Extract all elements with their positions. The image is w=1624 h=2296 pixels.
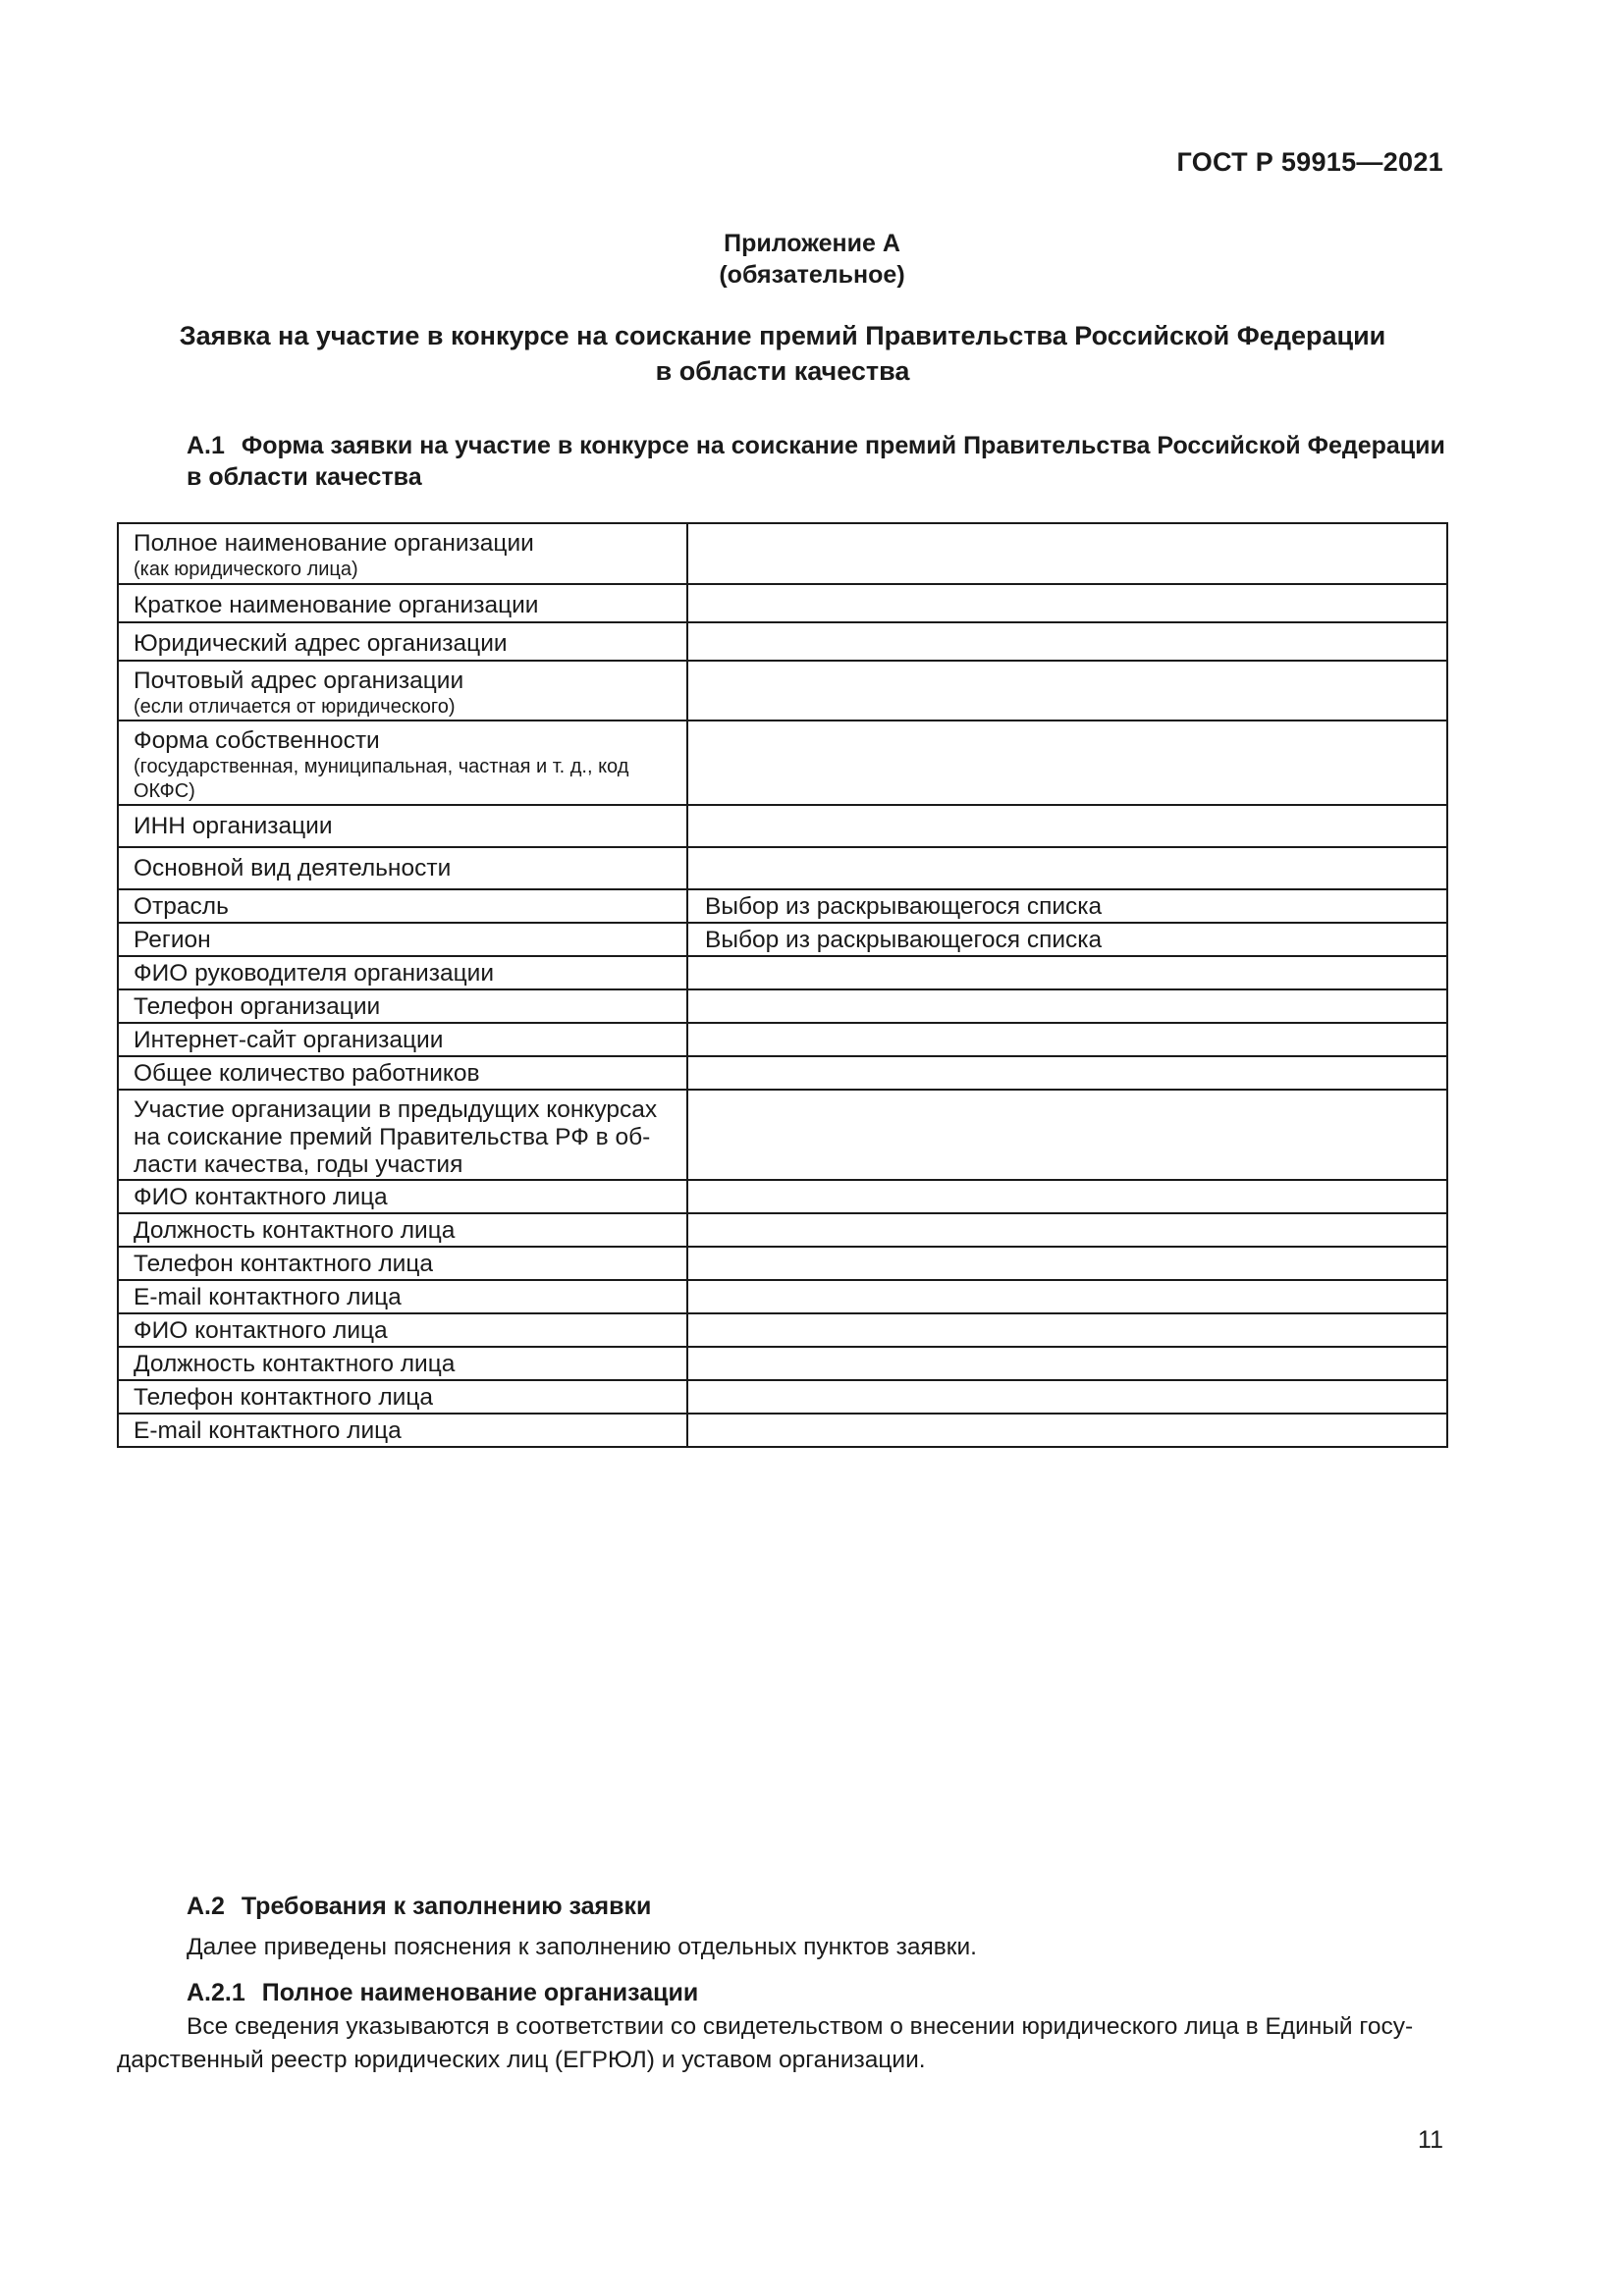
form-row-value-field[interactable] bbox=[687, 1313, 1447, 1347]
form-row-label-cell bbox=[118, 1347, 687, 1380]
form-row-label-cell bbox=[118, 721, 687, 805]
annex-heading bbox=[0, 228, 1624, 291]
form-row-note: (как юридического лица) bbox=[134, 559, 358, 580]
form-row bbox=[118, 889, 1447, 923]
annex-status: (обязательное) bbox=[719, 261, 905, 289]
section-a21-paragraph bbox=[117, 2010, 1448, 2077]
form-row-label: Краткое наименование организации bbox=[134, 592, 539, 618]
section-a2-paragraph: Далее приведены пояснения к заполнению отдельных пунктов заявки. bbox=[187, 1934, 977, 1960]
form-row-value-field[interactable] bbox=[687, 1180, 1447, 1213]
standard-code: ГОСТ Р 59915—2021 bbox=[1176, 147, 1443, 177]
section-a21-text-line-1: Все сведения указываются в соответствии со свидетельством о внесении юридического лица в Единый госу- bbox=[187, 2013, 1414, 2040]
form-row-value-field[interactable] bbox=[687, 523, 1447, 584]
form-row-note: (государственная, муниципальная, частная и т. д., код ОКФС) bbox=[134, 756, 629, 802]
form-row bbox=[118, 1180, 1447, 1213]
form-row-value-field[interactable] bbox=[687, 1247, 1447, 1280]
form-row bbox=[118, 661, 1447, 721]
form-row bbox=[118, 1056, 1447, 1090]
form-row-label: Отрасль bbox=[134, 893, 229, 920]
form-row-label-cell bbox=[118, 1414, 687, 1447]
form-row-label: Форма собственности bbox=[134, 727, 380, 754]
form-row-label-cell bbox=[118, 1180, 687, 1213]
section-a1-heading bbox=[187, 430, 1463, 493]
form-row bbox=[118, 584, 1447, 622]
form-row-value-field[interactable] bbox=[687, 584, 1447, 622]
annex-title: Приложение А bbox=[724, 230, 900, 257]
form-row-value: Выбор из раскрывающегося списка bbox=[705, 927, 1103, 953]
form-row-label-cell bbox=[118, 1090, 687, 1180]
form-row-label: Участие организации в предыдущих конкурсах на соискание премий Правительства РФ в области качества, годы участия bbox=[134, 1096, 658, 1178]
form-row-value-field[interactable] bbox=[687, 1414, 1447, 1447]
form-row bbox=[118, 1414, 1447, 1447]
form-row-value-field[interactable] bbox=[687, 805, 1447, 847]
form-row bbox=[118, 847, 1447, 889]
form-row-label: Телефон контактного лица bbox=[134, 1384, 434, 1411]
form-row-label: Интернет-сайт организации bbox=[134, 1027, 444, 1053]
form-row-value-field[interactable] bbox=[687, 1056, 1447, 1090]
form-row-value-field[interactable] bbox=[687, 1090, 1447, 1180]
form-row-label-cell bbox=[118, 1213, 687, 1247]
section-a21-number: А.2.1 bbox=[187, 1979, 245, 2006]
form-row-label-cell bbox=[118, 1056, 687, 1090]
form-row-label: E-mail контактного лица bbox=[134, 1417, 402, 1444]
form-row-label: ФИО контактного лица bbox=[134, 1184, 388, 1210]
form-row-label-cell bbox=[118, 584, 687, 622]
form-row-label-cell bbox=[118, 847, 687, 889]
form-row bbox=[118, 805, 1447, 847]
form-row-label: E-mail контактного лица bbox=[134, 1284, 402, 1310]
form-row-note: (если отличается от юридического) bbox=[134, 696, 456, 718]
section-a21-heading bbox=[187, 1977, 698, 2008]
form-row-label: Регион bbox=[134, 927, 211, 953]
form-row-value-field[interactable] bbox=[687, 989, 1447, 1023]
form-row-label-cell bbox=[118, 523, 687, 584]
form-row bbox=[118, 1347, 1447, 1380]
form-row bbox=[118, 1023, 1447, 1056]
form-row-value-field[interactable] bbox=[687, 622, 1447, 661]
form-row bbox=[118, 523, 1447, 584]
form-row-label-cell bbox=[118, 661, 687, 721]
form-row bbox=[118, 721, 1447, 805]
section-a1-number: А.1 bbox=[187, 432, 225, 459]
form-row-label: Телефон контактного лица bbox=[134, 1251, 434, 1277]
section-a2-number: А.2 bbox=[187, 1893, 225, 1920]
form-row-value: Выбор из раскрывающегося списка bbox=[705, 893, 1103, 920]
page-number: 11 bbox=[1418, 2126, 1443, 2154]
form-row-label: Должность контактного лица bbox=[134, 1351, 456, 1377]
section-a21-text-line-2: дарственный реестр юридических лиц (ЕГРЮЛ) и уставом организации. bbox=[117, 2047, 926, 2073]
form-row-label-cell bbox=[118, 956, 687, 989]
document-title-line-1: Заявка на участие в конкурсе на соискание премий Правительства Российской Федерации bbox=[179, 321, 1386, 350]
form-row-label-cell bbox=[118, 622, 687, 661]
form-row-label-cell bbox=[118, 1023, 687, 1056]
form-row-label: Юридический адрес организации bbox=[134, 630, 508, 657]
form-row-label: Общее количество работников bbox=[134, 1060, 480, 1087]
form-row-label: ИНН организации bbox=[134, 813, 333, 839]
form-row-label-cell bbox=[118, 889, 687, 923]
form-row-label-cell bbox=[118, 1313, 687, 1347]
form-row-value-field[interactable] bbox=[687, 1023, 1447, 1056]
form-row-value-field[interactable] bbox=[687, 956, 1447, 989]
form-row bbox=[118, 989, 1447, 1023]
form-row-label-cell bbox=[118, 923, 687, 956]
form-row bbox=[118, 956, 1447, 989]
form-row-label: Основной вид деятельности bbox=[134, 855, 452, 881]
document-title-line-2: в области качества bbox=[655, 356, 910, 386]
section-a1-title-line-2: в области качества bbox=[187, 463, 422, 491]
section-a1-title-line-1: Форма заявки на участие в конкурсе на соискание премий Правительства Российской Федерации bbox=[241, 432, 1445, 459]
form-row-label-cell bbox=[118, 1280, 687, 1313]
section-a2-heading bbox=[187, 1891, 651, 1922]
form-row-value-field[interactable] bbox=[687, 1380, 1447, 1414]
form-row bbox=[118, 1090, 1447, 1180]
form-row-label: Должность контактного лица bbox=[134, 1217, 456, 1244]
form-row-value-field[interactable] bbox=[687, 889, 1447, 923]
form-row-value-field[interactable] bbox=[687, 1280, 1447, 1313]
application-form-table bbox=[117, 522, 1448, 1448]
form-row bbox=[118, 1280, 1447, 1313]
form-row-value-field[interactable] bbox=[687, 847, 1447, 889]
form-row bbox=[118, 1247, 1447, 1280]
form-row bbox=[118, 622, 1447, 661]
form-row-label-cell bbox=[118, 805, 687, 847]
section-a2-title: Требования к заполнению заявки bbox=[241, 1893, 652, 1920]
form-row-label-cell bbox=[118, 1247, 687, 1280]
form-row-label: Полное наименование организации bbox=[134, 530, 534, 557]
form-row-label-cell bbox=[118, 989, 687, 1023]
form-row bbox=[118, 1213, 1447, 1247]
form-row bbox=[118, 923, 1447, 956]
form-row-value-field[interactable] bbox=[687, 1213, 1447, 1247]
form-row-value-field[interactable] bbox=[687, 1347, 1447, 1380]
form-row-label: Телефон организации bbox=[134, 993, 381, 1020]
form-row-label: Почтовый адрес организации bbox=[134, 667, 464, 694]
form-row-label: ФИО контактного лица bbox=[134, 1317, 388, 1344]
form-row-label-cell bbox=[118, 1380, 687, 1414]
form-row-value-field[interactable] bbox=[687, 923, 1447, 956]
form-row bbox=[118, 1313, 1447, 1347]
document-title bbox=[118, 318, 1447, 389]
form-row bbox=[118, 1380, 1447, 1414]
form-row-label: ФИО руководителя организации bbox=[134, 960, 495, 987]
form-row-value-field[interactable] bbox=[687, 661, 1447, 721]
form-row-value-field[interactable] bbox=[687, 721, 1447, 805]
section-a21-title: Полное наименование организации bbox=[261, 1979, 699, 2006]
